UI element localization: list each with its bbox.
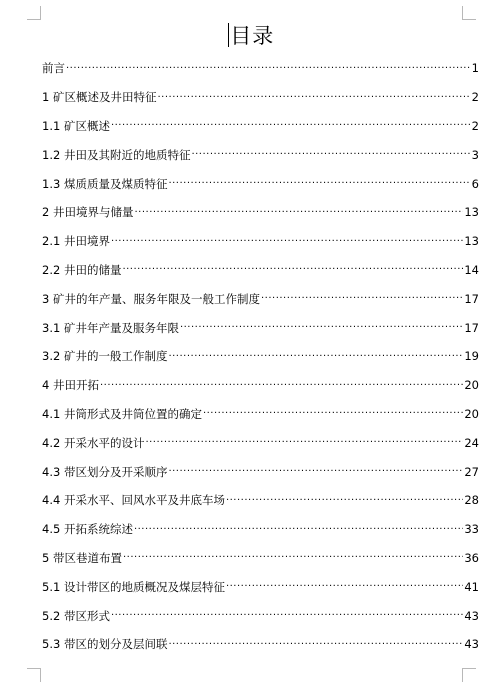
toc-entry-label: 4 井田开拓 (42, 378, 99, 393)
toc-entry-label: 5 带区巷道布置 (42, 550, 122, 565)
toc-entry-label: 2.1 井田境界 (42, 234, 110, 249)
toc-dot-leader (122, 264, 463, 275)
toc-dot-leader (134, 207, 463, 218)
toc-dot-leader (111, 236, 463, 247)
toc-entry-label: 1.1 矿区概述 (42, 118, 110, 133)
toc-entry-page-number: 13 (464, 234, 479, 249)
toc-entry[interactable] (42, 256, 479, 285)
toc-entry-label: 1.3 煤质质量及煤质特征 (42, 176, 168, 191)
toc-entry-page-number: 27 (464, 464, 479, 479)
toc-dot-leader (123, 552, 463, 563)
toc-entry-label: 4.3 带区划分及开采顺序 (42, 464, 168, 479)
toc-entry-page-number: 41 (464, 579, 479, 594)
toc-entry[interactable] (42, 83, 479, 112)
toc-entry[interactable] (42, 601, 479, 630)
toc-entry-label: 前言 (42, 61, 65, 76)
toc-entry[interactable] (42, 284, 479, 313)
toc-entry[interactable] (42, 515, 479, 544)
toc-entry-page-number: 28 (464, 493, 479, 508)
toc-entry-page-number: 20 (464, 406, 479, 421)
toc-entry-label: 1 矿区概述及井田特征 (42, 90, 157, 105)
toc-entry-page-number: 33 (464, 522, 479, 537)
toc-dot-leader (168, 178, 470, 189)
toc-entry-page-number: 3 (471, 147, 479, 162)
toc-entry-label: 4.5 开拓系统综述 (42, 522, 133, 537)
toc-entry[interactable] (42, 169, 479, 198)
toc-dot-leader (145, 437, 463, 448)
toc-dot-leader (180, 322, 463, 333)
page-corner-mark-top-right (462, 6, 476, 20)
toc-dot-leader (168, 466, 463, 477)
toc-dot-leader (66, 63, 471, 74)
toc-dot-leader (226, 495, 463, 506)
title-area[interactable] (0, 20, 502, 50)
toc-entry-label: 5.1 设计带区的地质概况及煤层特征 (42, 579, 225, 594)
toc-entry-label: 5.3 带区的划分及层间联 (42, 637, 168, 652)
toc-entry-page-number: 13 (464, 205, 479, 220)
toc-entry-page-number: 2 (471, 90, 479, 105)
toc-entry-page-number: 43 (464, 637, 479, 652)
toc-dot-leader (203, 408, 463, 419)
toc-entry-page-number: 43 (464, 608, 479, 623)
toc-entry-label: 2.2 井田的储量 (42, 262, 122, 277)
toc-entry-page-number: 14 (464, 262, 479, 277)
toc-entry-label: 3 矿井的年产量、服务年限及一般工作制度 (42, 291, 260, 306)
toc-dot-leader (226, 581, 463, 592)
toc-entry-page-number: 24 (464, 435, 479, 450)
toc-dot-leader (111, 120, 471, 131)
toc-entry-label: 4.1 井筒形式及井筒位置的确定 (42, 406, 202, 421)
toc-dot-leader (191, 149, 470, 160)
toc-entry-page-number: 19 (464, 349, 479, 364)
toc-entry-label: 5.2 带区形式 (42, 608, 110, 623)
toc-entry[interactable] (42, 140, 479, 169)
table-of-contents (42, 54, 479, 659)
toc-entry[interactable] (42, 457, 479, 486)
page-corner-mark-bottom-right (462, 668, 476, 682)
toc-entry-page-number: 17 (464, 320, 479, 335)
toc-entry-label: 1.2 井田及其附近的地质特征 (42, 147, 191, 162)
toc-dot-leader (100, 380, 463, 391)
toc-entry[interactable] (42, 630, 479, 659)
toc-entry[interactable] (42, 486, 479, 515)
toc-entry[interactable] (42, 371, 479, 400)
toc-entry[interactable] (42, 544, 479, 573)
page-title: 目录 (230, 24, 275, 48)
toc-entry[interactable] (42, 54, 479, 83)
toc-entry-label: 3.2 矿井的一般工作制度 (42, 349, 168, 364)
toc-entry[interactable] (42, 313, 479, 342)
toc-entry-page-number: 6 (471, 176, 479, 191)
toc-entry-page-number: 20 (464, 378, 479, 393)
toc-entry-label: 4.4 开采水平、回风水平及井底车场 (42, 493, 225, 508)
toc-entry-page-number: 2 (471, 118, 479, 133)
toc-entry[interactable] (42, 342, 479, 371)
toc-dot-leader (168, 351, 463, 362)
toc-entry-label: 2 井田境界与储量 (42, 205, 134, 220)
toc-entry-page-number: 17 (464, 291, 479, 306)
toc-dot-leader (168, 639, 463, 650)
page-corner-mark-bottom-left (27, 668, 41, 682)
toc-entry[interactable] (42, 572, 479, 601)
page-corner-mark-top-left (27, 6, 41, 20)
toc-dot-leader (157, 92, 470, 103)
toc-entry-label: 3.1 矿井年产量及服务年限 (42, 320, 179, 335)
toc-dot-leader (261, 293, 463, 304)
toc-entry-label: 4.2 开采水平的设计 (42, 435, 145, 450)
toc-entry[interactable] (42, 428, 479, 457)
toc-dot-leader (134, 524, 463, 535)
toc-entry[interactable] (42, 400, 479, 429)
toc-dot-leader (111, 610, 463, 621)
toc-entry[interactable] (42, 227, 479, 256)
toc-entry-page-number: 1 (471, 61, 479, 76)
toc-entry[interactable] (42, 112, 479, 141)
toc-entry-page-number: 36 (464, 550, 479, 565)
toc-entry[interactable] (42, 198, 479, 227)
